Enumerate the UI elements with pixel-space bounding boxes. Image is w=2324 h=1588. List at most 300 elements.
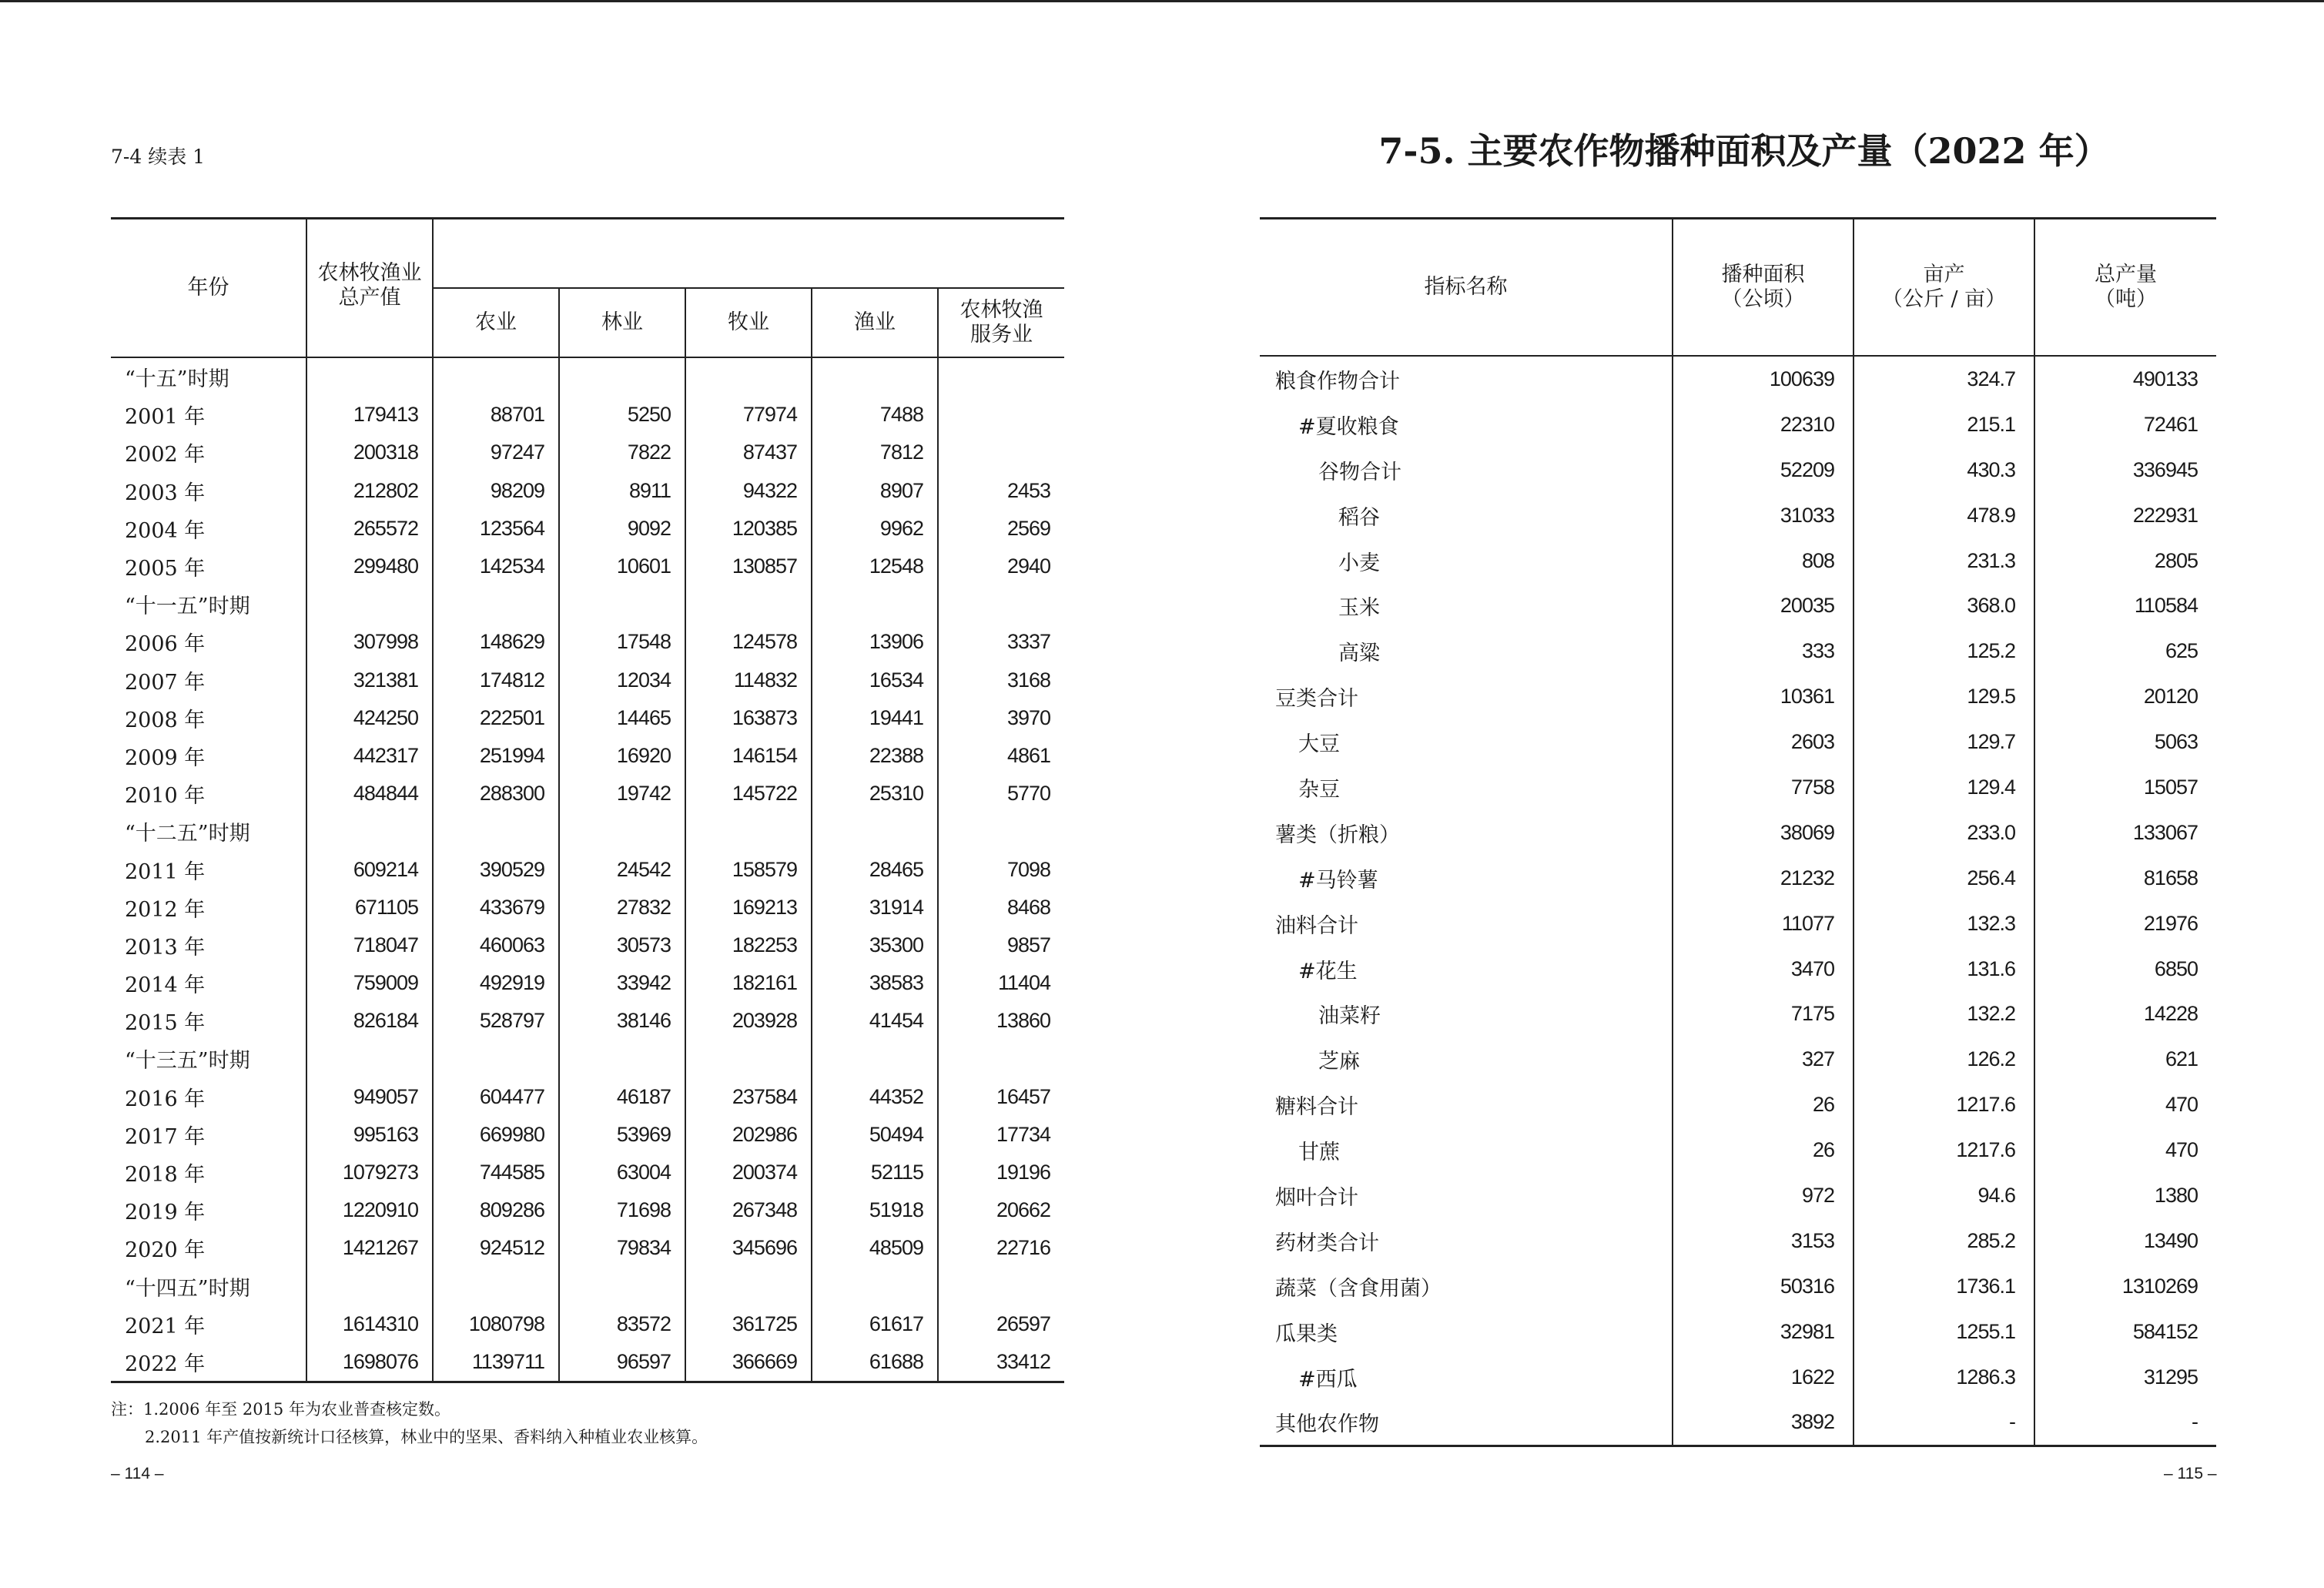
value-cell: 924512	[433, 1229, 559, 1267]
value-cell	[433, 812, 559, 850]
yield-cell: 1736.1	[1854, 1264, 2034, 1309]
value-cell: 484844	[306, 775, 433, 812]
value-cell: 41454	[812, 1002, 938, 1040]
area-cell: 7175	[1673, 991, 1854, 1037]
crop-name-cell: 甘蔗	[1260, 1127, 1673, 1173]
table-row	[111, 623, 1064, 661]
value-cell: 51918	[812, 1191, 938, 1229]
crop-name-cell: #马铃薯	[1260, 856, 1673, 901]
value-cell: 288300	[433, 775, 559, 812]
value-cell: 604477	[433, 1078, 559, 1116]
value-cell: 53969	[559, 1116, 685, 1154]
crop-name-cell: #花生	[1260, 946, 1673, 992]
area-cell: 52209	[1673, 447, 1854, 493]
table-row	[111, 510, 1064, 548]
yield-cell: 215.1	[1854, 402, 2034, 447]
output-cell: 81658	[2143, 866, 2198, 889]
year-cell: “十五”时期	[111, 357, 306, 396]
value-cell: 9857	[1006, 933, 1051, 956]
output-cell: 14228	[2143, 1002, 2198, 1026]
value-cell: 321381	[306, 662, 433, 699]
table-row	[111, 1116, 1064, 1154]
value-cell	[938, 1040, 1064, 1077]
value-cell: 71698	[559, 1191, 685, 1229]
value-cell: 1080798	[433, 1305, 559, 1343]
table-row	[1260, 1309, 2216, 1355]
value-cell: 30573	[559, 926, 685, 964]
notes	[111, 1395, 708, 1451]
value-cell: 28465	[812, 850, 938, 888]
value-cell: 142534	[433, 548, 559, 585]
value-cell: 200374	[685, 1154, 812, 1191]
yield-cell: 126.2	[1854, 1037, 2034, 1082]
header-sub-2: 牧业	[685, 288, 812, 357]
value-cell: 11404	[997, 971, 1051, 995]
value-cell: 7098	[1006, 857, 1051, 881]
value-cell: 8468	[1006, 895, 1051, 919]
value-cell: 16457	[996, 1084, 1051, 1108]
crop-name-cell: 粮食作物合计	[1260, 356, 1673, 402]
value-cell: 9092	[559, 510, 685, 548]
value-cell: 609214	[306, 850, 433, 888]
value-cell	[559, 357, 685, 396]
crop-name-cell: 油菜籽	[1260, 991, 1673, 1037]
top-border	[0, 0, 2324, 2]
value-cell: 9962	[812, 510, 938, 548]
yield-cell: 368.0	[1854, 583, 2034, 628]
table-row	[111, 434, 1064, 471]
value-cell	[306, 1040, 433, 1077]
value-cell: 94322	[685, 472, 812, 510]
output-cell: 1380	[2154, 1183, 2198, 1207]
value-cell: 19441	[812, 699, 938, 737]
note-2: 2.2011 年产值按新统计口径核算，林业中的坚果、香料纳入种植业农业核算。	[145, 1428, 708, 1446]
table-row	[111, 1191, 1064, 1229]
crop-table-body	[1260, 356, 2216, 1446]
value-cell: 46187	[559, 1078, 685, 1116]
crop-name-cell: 高粱	[1260, 628, 1673, 674]
year-cell: 2015 年	[111, 1002, 306, 1040]
crop-name-cell: 其他农作物	[1260, 1399, 1673, 1446]
yield-cell: 129.5	[1854, 674, 2034, 719]
year-cell: 2019 年	[111, 1191, 306, 1229]
table-row	[111, 357, 1064, 396]
value-cell	[559, 1268, 685, 1305]
area-cell: 327	[1673, 1037, 1854, 1082]
area-cell: 26	[1673, 1127, 1854, 1173]
year-cell: 2013 年	[111, 926, 306, 964]
value-cell: 38583	[812, 964, 938, 1002]
value-cell: 145722	[685, 775, 812, 812]
crop-name-cell: 瓜果类	[1260, 1309, 1673, 1355]
table-row	[111, 1229, 1064, 1267]
value-cell: 826184	[306, 1002, 433, 1040]
value-cell: 22388	[812, 737, 938, 775]
value-cell	[306, 357, 433, 396]
page-number-right: – 115 –	[2164, 1465, 2217, 1482]
value-cell: 1220910	[306, 1191, 433, 1229]
value-cell: 5250	[559, 396, 685, 434]
crop-name-cell: 大豆	[1260, 719, 1673, 765]
table-row	[111, 472, 1064, 510]
value-cell: 88701	[433, 396, 559, 434]
area-cell: 1622	[1673, 1355, 1854, 1400]
table-row	[1260, 1218, 2216, 1264]
table-row	[111, 737, 1064, 775]
value-cell: 13860	[996, 1009, 1051, 1033]
output-cell: 31295	[2143, 1365, 2198, 1389]
value-cell: 460063	[433, 926, 559, 964]
year-cell: 2002 年	[111, 434, 306, 471]
area-cell: 11077	[1673, 901, 1854, 946]
value-cell: 528797	[433, 1002, 559, 1040]
crop-name-cell: 豆类合计	[1260, 674, 1673, 719]
yield-cell: 129.7	[1854, 719, 2034, 765]
output-cell: 72461	[2143, 412, 2198, 436]
area-cell: 972	[1673, 1173, 1854, 1218]
table-row	[111, 1040, 1064, 1077]
crop-name-cell: 杂豆	[1260, 765, 1673, 810]
yield-cell: 132.3	[1854, 901, 2034, 946]
area-cell: 10361	[1673, 674, 1854, 719]
value-cell: 83572	[559, 1305, 685, 1343]
area-cell: 100639	[1673, 356, 1854, 402]
value-cell: 2940	[1006, 554, 1051, 578]
value-cell: 14465	[559, 699, 685, 737]
value-cell	[685, 1268, 812, 1305]
value-cell: 995163	[306, 1116, 433, 1154]
value-cell: 87437	[685, 434, 812, 471]
year-cell: 2010 年	[111, 775, 306, 812]
value-cell: 123564	[433, 510, 559, 548]
value-cell	[812, 357, 938, 396]
area-cell: 7758	[1673, 765, 1854, 810]
table-row	[111, 1343, 1064, 1382]
value-cell: 77974	[685, 396, 812, 434]
year-cell: 2006 年	[111, 623, 306, 661]
output-cell: 470	[2165, 1138, 2198, 1162]
output-cell: 336945	[2132, 457, 2198, 481]
output-cell: -	[2034, 1399, 2216, 1446]
note-1: 注：1.2006 年至 2015 年为农业普查核定数。	[111, 1400, 450, 1419]
value-cell: 182253	[685, 926, 812, 964]
table-row	[111, 662, 1064, 699]
value-cell: 1698076	[306, 1343, 433, 1382]
year-cell: “十三五”时期	[111, 1040, 306, 1077]
value-cell: 265572	[306, 510, 433, 548]
value-cell: 16534	[812, 662, 938, 699]
yield-cell: 256.4	[1854, 856, 2034, 901]
yield-cell: 324.7	[1854, 356, 2034, 402]
crop-name-cell: 药材类合计	[1260, 1218, 1673, 1264]
crop-header-0: 指标名称	[1260, 219, 1673, 357]
value-cell: 24542	[559, 850, 685, 888]
yield-cell: 131.6	[1854, 946, 2034, 992]
area-cell: 50316	[1673, 1264, 1854, 1309]
crop-table-header	[1260, 219, 2216, 357]
value-cell	[433, 1268, 559, 1305]
header-year: 年份	[111, 219, 306, 358]
table-row	[111, 850, 1064, 888]
area-cell: 20035	[1673, 583, 1854, 628]
header-sub-3: 渔业	[812, 288, 938, 357]
value-cell: 2453	[1006, 478, 1051, 502]
value-cell	[559, 812, 685, 850]
value-cell: 20662	[996, 1198, 1051, 1222]
output-cell: 6850	[2154, 956, 2198, 980]
value-cell: 61617	[812, 1305, 938, 1343]
year-cell: 2009 年	[111, 737, 306, 775]
value-cell	[306, 1268, 433, 1305]
year-cell: “十二五”时期	[111, 812, 306, 850]
year-cell: 2005 年	[111, 548, 306, 585]
area-cell: 3153	[1673, 1218, 1854, 1264]
output-cell: 625	[2165, 639, 2198, 663]
crop-name-cell: 稻谷	[1260, 493, 1673, 538]
value-cell	[812, 1268, 938, 1305]
area-cell: 2603	[1673, 719, 1854, 765]
output-cell: 13490	[2143, 1228, 2198, 1252]
value-cell: 12034	[559, 662, 685, 699]
table-row	[111, 585, 1064, 623]
value-cell: 3168	[1006, 668, 1051, 692]
table-row	[1260, 583, 2216, 628]
table-row	[1260, 1037, 2216, 1082]
value-cell: 63004	[559, 1154, 685, 1191]
value-cell: 202986	[685, 1116, 812, 1154]
value-cell: 237584	[685, 1078, 812, 1116]
value-cell: 442317	[306, 737, 433, 775]
table-row	[1260, 901, 2216, 946]
table-row	[111, 889, 1064, 926]
value-cell: 809286	[433, 1191, 559, 1229]
header-sub-1: 林业	[559, 288, 685, 357]
crop-name-cell: 玉米	[1260, 583, 1673, 628]
value-cell: 130857	[685, 548, 812, 585]
table-row	[1260, 1173, 2216, 1218]
value-cell	[938, 396, 1064, 434]
year-cell: 2001 年	[111, 396, 306, 434]
value-cell: 492919	[433, 964, 559, 1002]
crop-header-2: 亩产 （公斤 / 亩）	[1854, 219, 2034, 357]
year-cell: 2020 年	[111, 1229, 306, 1267]
value-cell: 366669	[685, 1343, 812, 1382]
table-row	[111, 1268, 1064, 1305]
crop-header-1: 播种面积 （公顷）	[1673, 219, 1854, 357]
table-row	[111, 1002, 1064, 1040]
value-cell: 949057	[306, 1078, 433, 1116]
table-row	[1260, 946, 2216, 992]
table-row	[111, 926, 1064, 964]
table-row	[111, 396, 1064, 434]
year-cell: 2014 年	[111, 964, 306, 1002]
value-cell: 1079273	[306, 1154, 433, 1191]
table-row	[1260, 991, 2216, 1037]
value-cell	[685, 585, 812, 623]
table-row	[111, 812, 1064, 850]
table-row	[1260, 1264, 2216, 1309]
value-cell: 345696	[685, 1229, 812, 1267]
value-cell: 1139711	[433, 1343, 559, 1382]
value-cell: 31914	[812, 889, 938, 926]
value-cell: 17548	[559, 623, 685, 661]
value-cell	[938, 585, 1064, 623]
table-row	[111, 775, 1064, 812]
area-cell: 3892	[1673, 1399, 1854, 1446]
value-cell: 79834	[559, 1229, 685, 1267]
output-cell: 490133	[2132, 367, 2198, 390]
value-cell	[938, 1268, 1064, 1305]
output-cell: 15057	[2143, 775, 2198, 799]
value-cell: 182161	[685, 964, 812, 1002]
value-cell	[812, 585, 938, 623]
crop-name-cell: 烟叶合计	[1260, 1173, 1673, 1218]
table-row	[111, 1078, 1064, 1116]
area-cell: 333	[1673, 628, 1854, 674]
crop-name-cell: 油料合计	[1260, 901, 1673, 946]
area-cell: 31033	[1673, 493, 1854, 538]
yield-cell: 231.3	[1854, 538, 2034, 584]
value-cell: 267348	[685, 1191, 812, 1229]
area-cell: 32981	[1673, 1309, 1854, 1355]
value-cell: 361725	[685, 1305, 812, 1343]
value-cell: 4861	[1006, 743, 1051, 767]
crop-name-cell: #夏收粮食	[1260, 402, 1673, 447]
year-cell: 2022 年	[111, 1343, 306, 1382]
output-cell: 133067	[2132, 820, 2198, 844]
crop-header-3: 总产量 （吨）	[2034, 219, 2216, 357]
table-row	[1260, 1127, 2216, 1173]
yield-cell: 132.2	[1854, 991, 2034, 1037]
value-cell: 718047	[306, 926, 433, 964]
header-total	[306, 219, 433, 358]
table-row	[1260, 856, 2216, 901]
value-cell	[812, 1040, 938, 1077]
year-cell: 2004 年	[111, 510, 306, 548]
value-cell	[433, 1040, 559, 1077]
header-sub-4: 农林牧渔 服务业	[938, 288, 1064, 357]
year-cell: 2011 年	[111, 850, 306, 888]
table-row	[1260, 1355, 2216, 1400]
value-cell: 433679	[433, 889, 559, 926]
table-row	[1260, 674, 2216, 719]
value-cell	[938, 812, 1064, 850]
value-cell: 2569	[1006, 516, 1051, 540]
value-cell: 759009	[306, 964, 433, 1002]
agriculture-output-body	[111, 357, 1064, 1382]
value-cell: 669980	[433, 1116, 559, 1154]
year-cell: 2017 年	[111, 1116, 306, 1154]
value-cell: 3970	[1006, 705, 1051, 729]
crop-name-cell: 小麦	[1260, 538, 1673, 584]
value-cell: 19196	[996, 1161, 1051, 1184]
value-cell	[812, 812, 938, 850]
table-row	[1260, 538, 2216, 584]
value-cell	[938, 357, 1064, 396]
value-cell: 203928	[685, 1002, 812, 1040]
yield-cell: 285.2	[1854, 1218, 2034, 1264]
value-cell: 299480	[306, 548, 433, 585]
value-cell: 120385	[685, 510, 812, 548]
year-cell: 2021 年	[111, 1305, 306, 1343]
value-cell: 124578	[685, 623, 812, 661]
yield-cell: 1286.3	[1854, 1355, 2034, 1400]
value-cell: 8907	[812, 472, 938, 510]
value-cell: 16920	[559, 737, 685, 775]
value-cell: 61688	[812, 1343, 938, 1382]
table-row	[1260, 1082, 2216, 1127]
area-cell: 3470	[1673, 946, 1854, 992]
crop-name-cell: #西瓜	[1260, 1355, 1673, 1400]
yield-cell: 129.4	[1854, 765, 2034, 810]
value-cell: 7822	[559, 434, 685, 471]
value-cell: 97247	[433, 434, 559, 471]
table-row	[1260, 1399, 2216, 1446]
table-row	[1260, 356, 2216, 402]
output-cell: 584152	[2132, 1319, 2198, 1343]
value-cell: 22716	[996, 1236, 1051, 1260]
output-cell: 1310269	[2121, 1274, 2198, 1298]
crop-name-cell: 糖料合计	[1260, 1082, 1673, 1127]
value-cell: 26597	[996, 1312, 1051, 1335]
value-cell: 148629	[433, 623, 559, 661]
value-cell: 33942	[559, 964, 685, 1002]
value-cell: 17734	[996, 1122, 1051, 1146]
year-cell: “十四五”时期	[111, 1268, 306, 1305]
value-cell	[685, 1040, 812, 1077]
table-row	[111, 1305, 1064, 1343]
crop-name-cell: 蔬菜（含食用菌）	[1260, 1264, 1673, 1309]
crop-name-cell: 薯类（折粮）	[1260, 810, 1673, 856]
yield-cell: 1217.6	[1854, 1127, 2034, 1173]
value-cell: 5770	[1006, 782, 1051, 806]
value-cell	[559, 1040, 685, 1077]
yield-cell: 1217.6	[1854, 1082, 2034, 1127]
output-cell: 21976	[2143, 911, 2198, 935]
year-cell: “十一五”时期	[111, 585, 306, 623]
value-cell: 212802	[306, 472, 433, 510]
table-row	[1260, 447, 2216, 493]
value-cell: 48509	[812, 1229, 938, 1267]
value-cell	[938, 434, 1064, 471]
value-cell: 7488	[812, 396, 938, 434]
value-cell: 1614310	[306, 1305, 433, 1343]
output-cell: 5063	[2154, 730, 2198, 754]
value-cell	[685, 812, 812, 850]
value-cell: 13906	[812, 623, 938, 661]
area-cell: 21232	[1673, 856, 1854, 901]
header-total-text: 农林牧渔业 总产值	[317, 261, 422, 310]
table-row	[1260, 765, 2216, 810]
year-cell: 2018 年	[111, 1154, 306, 1191]
agriculture-output-table	[111, 217, 1064, 1383]
left-page-title: 7-4 续表 1	[111, 146, 206, 168]
output-cell: 470	[2165, 1093, 2198, 1117]
area-cell: 26	[1673, 1082, 1854, 1127]
value-cell: 27832	[559, 889, 685, 926]
year-cell: 2016 年	[111, 1078, 306, 1116]
table-row	[1260, 719, 2216, 765]
yield-cell: 233.0	[1854, 810, 2034, 856]
page-number-left: – 114 –	[111, 1465, 164, 1482]
value-cell	[433, 585, 559, 623]
value-cell: 35300	[812, 926, 938, 964]
output-cell: 110584	[2134, 594, 2198, 618]
value-cell: 671105	[306, 889, 433, 926]
value-cell: 96597	[559, 1343, 685, 1382]
value-cell: 10601	[559, 548, 685, 585]
value-cell	[306, 585, 433, 623]
